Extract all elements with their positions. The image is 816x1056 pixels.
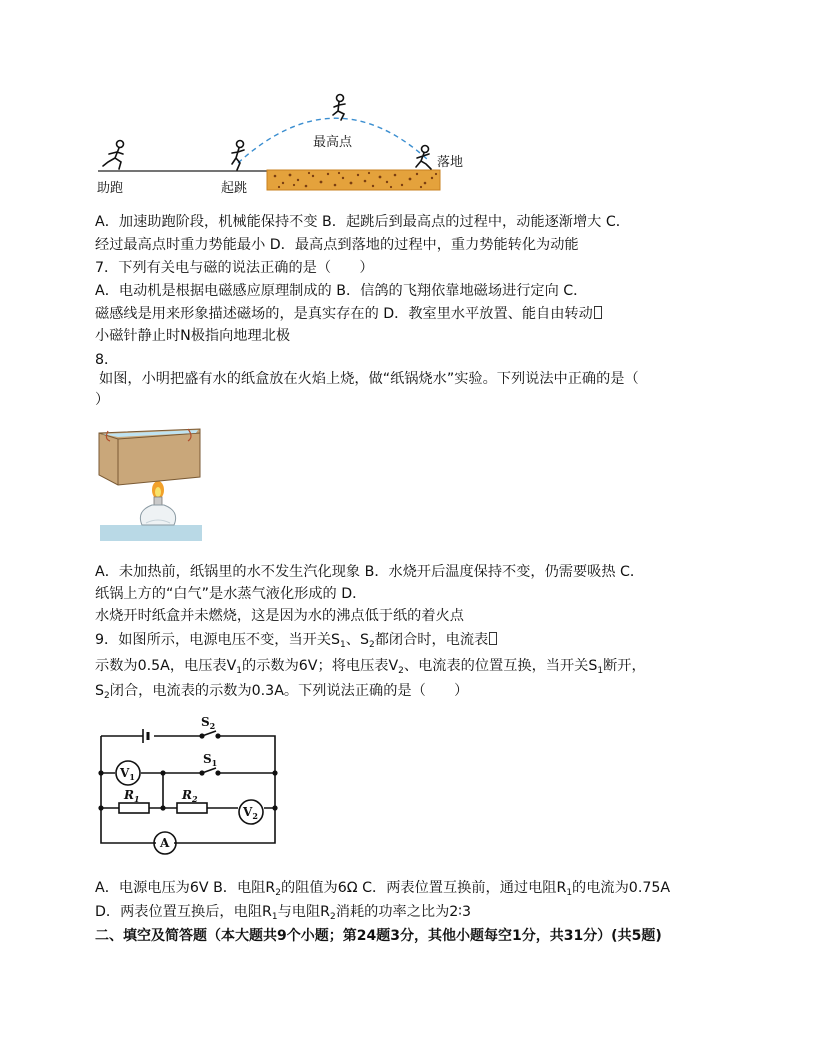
q7-stem: 7．下列有关电与磁的说法正确的是（ ）: [95, 260, 374, 276]
paper-pot-figure: [96, 425, 206, 543]
q9-text: 消耗的功率之比为2∶3: [335, 904, 471, 920]
voltmeter-v2-label: $V_2$: [243, 805, 258, 821]
q9-sub: 1: [566, 888, 573, 898]
q9-text: 的电流为0.75A: [572, 880, 671, 896]
q8-stem-line1: 如图，小明把盛有水的纸盒放在火焰上烧，做“纸锅烧水”实验。下列说法中正确的是（: [99, 371, 639, 387]
q9-options-line1: [95, 878, 670, 898]
q6-options-line2: 经过最高点时重力势能最小 D．最高点到落地的过程中，重力势能转化为动能: [95, 237, 579, 253]
resistor-r1-label: $R_1$: [124, 788, 140, 804]
label-highest: 最高点: [313, 135, 353, 150]
q9-text: 9．如图所示，电源电压不变，当开关S: [95, 632, 341, 648]
label-takeoff: 起跳: [221, 181, 248, 196]
q9-sub: 2: [398, 666, 404, 676]
q9-text: D．两表位置互换后，电阻R: [95, 904, 272, 920]
q9-text: 都闭合时，电流表: [374, 632, 489, 648]
q9-sub: 2: [104, 691, 110, 701]
q9-sub: 1: [236, 666, 243, 676]
voltmeter-v1-label: $V_1$: [120, 766, 135, 782]
circuit-figure: [96, 712, 281, 862]
q9-text: 、电流表的位置互换，当开关S: [403, 658, 598, 674]
paper-pot-diagram: [96, 425, 206, 543]
q9-text: 的阻值为6Ω C．两表位置互换前，通过电阻R: [280, 880, 567, 896]
q9-text: 闭合，电流表的示数为0.3A。下列说法正确的是（ ）: [109, 683, 469, 699]
circuit-diagram: [96, 712, 281, 862]
q6-options-line1: A．加速助跑阶段，机械能保持不变 B．起跳后到最高点的过程中，动能逐渐增大 C．: [95, 214, 630, 230]
ammeter-label: A: [160, 836, 170, 850]
section-heading: 二、填空及简答题（本大题共9个小题；第24题3分，其他小题每空1分，共31分）(共5题): [95, 928, 662, 944]
label-landing: 落地: [437, 155, 464, 170]
q9-stem-line1: [95, 630, 497, 650]
resistor-r2-label: $R_2$: [182, 788, 198, 804]
q9-text: 示数为0.5A，电压表V: [95, 658, 237, 674]
q8-options-line3: 水烧开时纸盒并未燃烧，这是因为水的沸点低于纸的着火点: [95, 608, 464, 624]
q8-number: 8．: [95, 352, 119, 368]
q7-options-line2: [95, 304, 602, 324]
q9-stem-line2: [95, 656, 646, 676]
long-jump-figure: [95, 90, 475, 200]
switch-s1-label: $S_1$: [203, 752, 218, 768]
q8-options-line1: A．未加热前，纸锅里的水不发生汽化现象 B．水烧开后温度保持不变，仍需要吸热 C．: [95, 564, 645, 580]
q9-options-line2: [95, 902, 471, 922]
q9-sub: 1: [340, 640, 346, 650]
q9-text: 断开，: [603, 658, 646, 674]
q9-text: A．电源电压为6V B．电阻R: [95, 880, 276, 896]
q8-stem-line2: ）: [95, 392, 110, 408]
q9-text: 、S: [345, 632, 369, 648]
q7-options-line1: A．电动机是根据电磁感应原理制成的 B．信鸽的飞翔依靠地磁场进行定向 C．: [95, 283, 588, 299]
q9-stem-line3: [95, 681, 468, 701]
q8-options-line2: 纸锅上方的“白气”是水蒸气液化形成的 D．: [95, 586, 367, 602]
q9-sub: 2: [368, 640, 375, 650]
q9-sub: 2: [330, 912, 336, 922]
missing-glyph-icon: [594, 306, 602, 319]
q7-line2-text: 磁感线是用来形象描述磁场的，是真实存在的 D．教室里水平放置、能自由转动: [95, 306, 593, 322]
q9-text: S: [95, 683, 105, 699]
q9-text: 与电阻R: [277, 904, 331, 920]
switch-s2-label: $S_2$: [201, 715, 216, 731]
q9-text: 的示数为6V；将电压表V: [242, 658, 399, 674]
q9-sub: 1: [271, 912, 278, 922]
q9-sub: 2: [275, 888, 281, 898]
label-runup: 助跑: [97, 181, 124, 196]
missing-glyph-icon: [489, 632, 497, 645]
q9-sub: 1: [597, 666, 604, 676]
long-jump-diagram: [95, 90, 475, 200]
q7-options-line3: 小磁针静止时N极指向地理北极: [95, 328, 291, 344]
